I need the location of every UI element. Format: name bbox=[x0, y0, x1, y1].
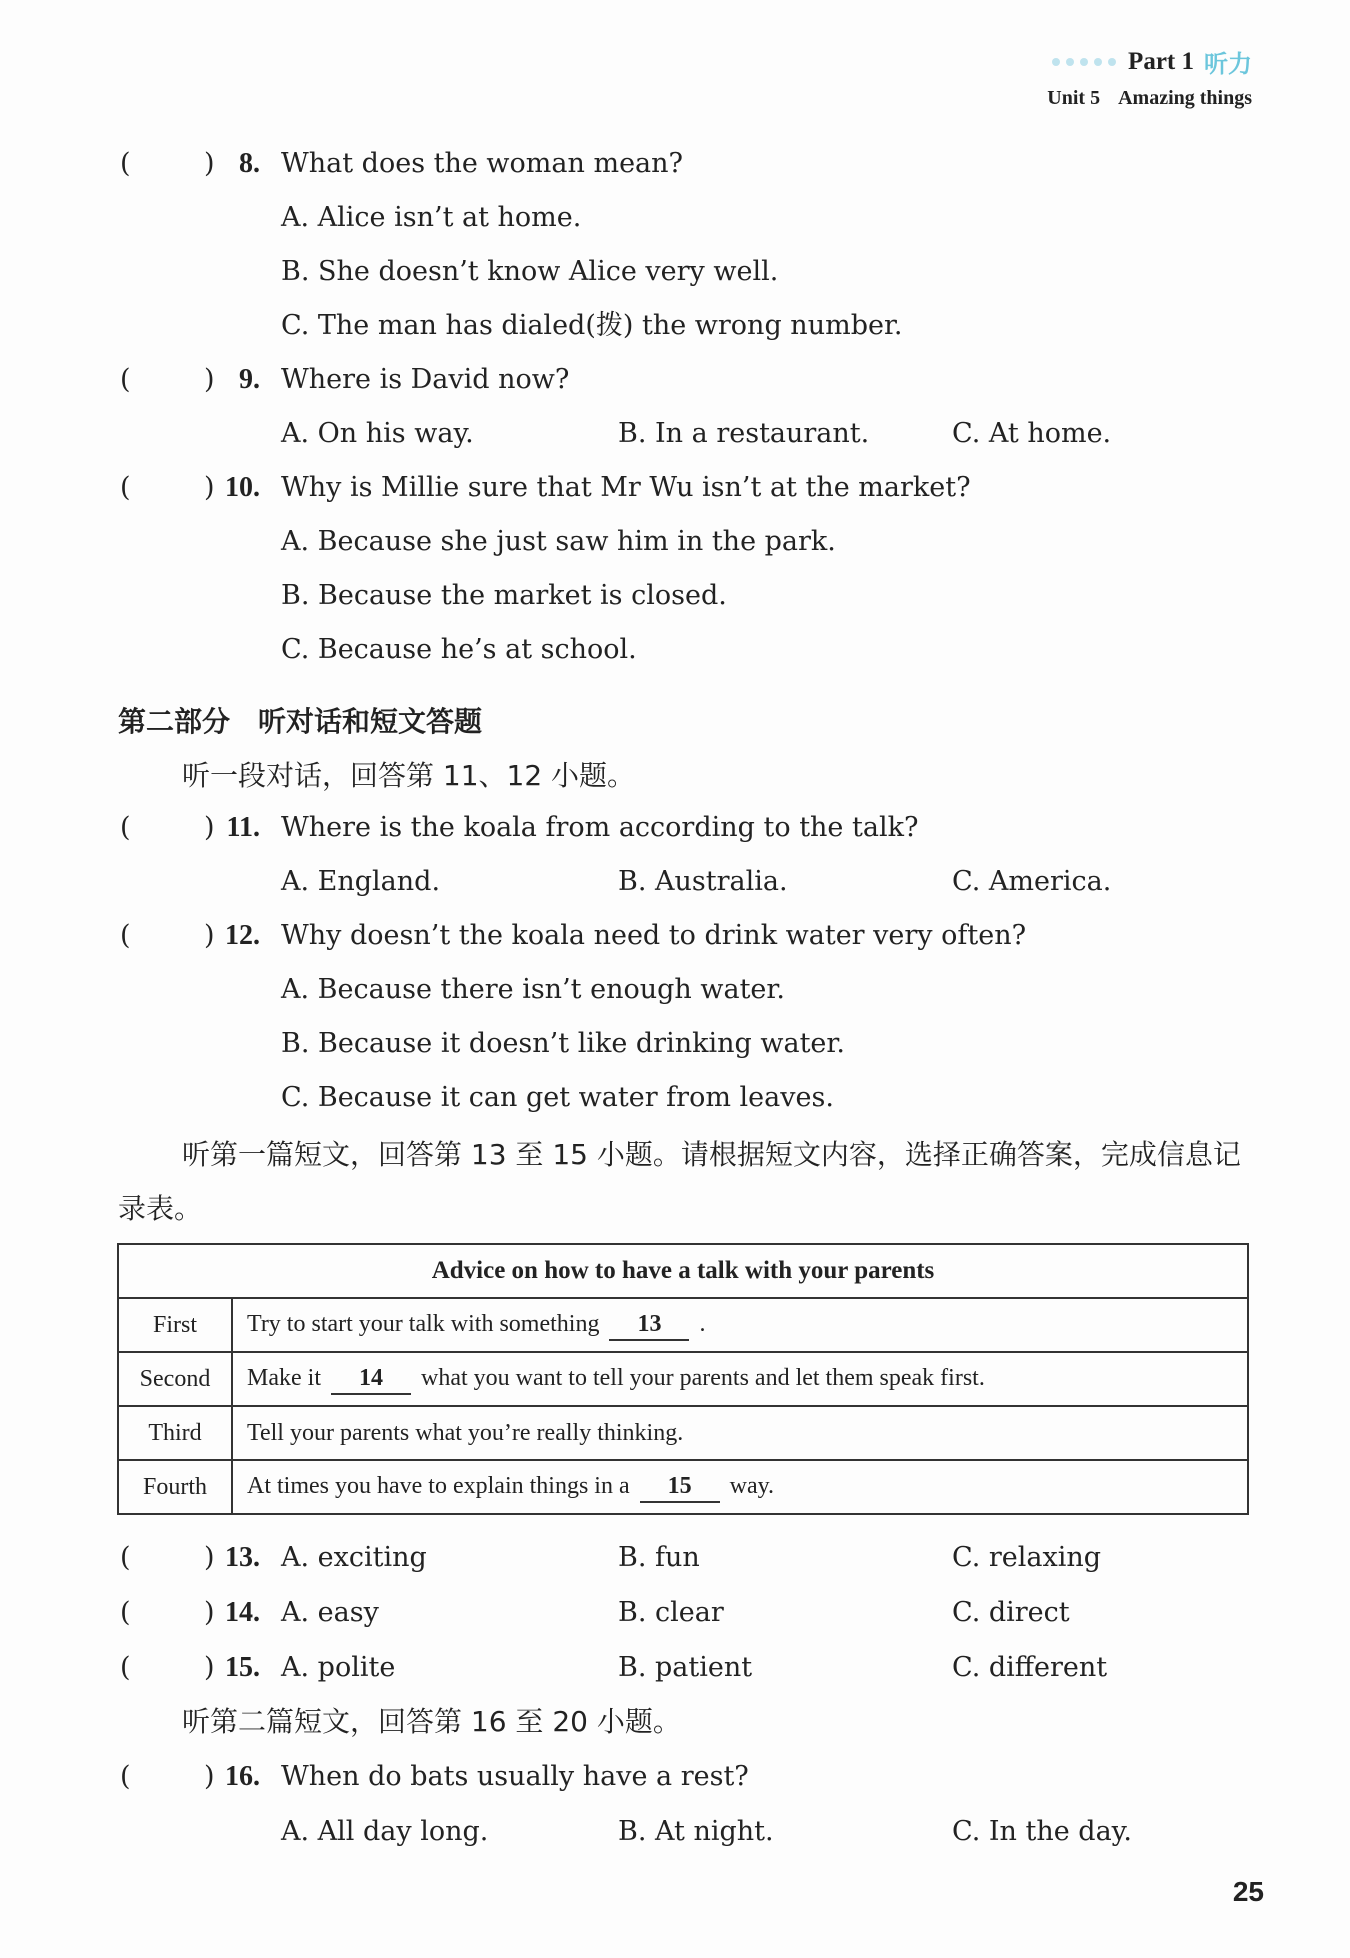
option-c: C. relaxing bbox=[952, 1542, 1102, 1573]
option-b: B. Because the market is closed. bbox=[281, 580, 727, 611]
question-number: 14. bbox=[225, 1597, 260, 1628]
unit-title: Amazing things bbox=[1118, 87, 1252, 109]
answer-paren-left: ( bbox=[120, 812, 131, 843]
row-text-end: what you want to tell your parents and let them speak first. bbox=[420, 1365, 985, 1391]
option-a: A. exciting bbox=[281, 1542, 427, 1573]
row-text-end: way. bbox=[729, 1473, 775, 1499]
table-title: Advice on how to have a talk with your parents bbox=[118, 1244, 1248, 1298]
decorative-dots-icon bbox=[1052, 58, 1116, 66]
option-c: C. At home. bbox=[952, 418, 1112, 449]
row-content: Tell your parents what you’re really thinking. bbox=[232, 1406, 1248, 1460]
answer-paren-right: ) bbox=[204, 1597, 215, 1628]
option-a: A. easy bbox=[281, 1597, 379, 1628]
instruction-dialogue: 听一段对话，回答第 11、12 小题。 bbox=[182, 759, 636, 792]
question-text: Where is the koala from according to the talk? bbox=[281, 812, 919, 843]
row-content bbox=[232, 1298, 1248, 1352]
option-b: B. Because it doesn’t like drinking water. bbox=[281, 1028, 845, 1059]
question-number: 10. bbox=[225, 472, 260, 503]
instruction-passage-2: 听第二篇短文，回答第 16 至 20 小题。 bbox=[182, 1705, 681, 1738]
row-content bbox=[232, 1460, 1248, 1514]
section-heading: 第二部分 听对话和短文答题 bbox=[118, 705, 483, 738]
blank-13: 13 bbox=[609, 1309, 689, 1341]
option-a: A. On his way. bbox=[281, 418, 474, 449]
row-label: First bbox=[118, 1298, 232, 1352]
question-number: 15. bbox=[225, 1652, 260, 1683]
option-a: A. All day long. bbox=[281, 1816, 489, 1847]
part-label: Part 1 bbox=[1128, 47, 1194, 75]
question-number: 8. bbox=[239, 148, 260, 179]
option-c: C. Because it can get water from leaves. bbox=[281, 1082, 834, 1113]
question-text: What does the woman mean? bbox=[281, 148, 684, 179]
option-b: B. patient bbox=[618, 1652, 753, 1683]
answer-paren-right: ) bbox=[204, 1761, 215, 1792]
page-header bbox=[1047, 44, 1252, 110]
answer-paren-left: ( bbox=[120, 920, 131, 951]
answer-paren-left: ( bbox=[120, 1597, 131, 1628]
option-a: A. Because there isn’t enough water. bbox=[281, 974, 785, 1005]
question-number: 11. bbox=[226, 812, 260, 843]
option-a: A. England. bbox=[281, 866, 441, 897]
question-number: 13. bbox=[225, 1542, 260, 1573]
option-c: C. America. bbox=[952, 866, 1112, 897]
unit-label: Unit 5 bbox=[1047, 87, 1101, 109]
question-text: When do bats usually have a rest? bbox=[281, 1761, 749, 1792]
option-c: C. different bbox=[952, 1652, 1108, 1683]
answer-paren-right: ) bbox=[204, 920, 215, 951]
answer-paren-left: ( bbox=[120, 1652, 131, 1683]
option-b: B. fun bbox=[618, 1542, 700, 1573]
option-b: B. In a restaurant. bbox=[618, 418, 870, 449]
table-row bbox=[118, 1352, 1248, 1406]
blank-15: 15 bbox=[640, 1471, 720, 1503]
row-label: Fourth bbox=[118, 1460, 232, 1514]
answer-paren-left: ( bbox=[120, 1761, 131, 1792]
page-number: 25 bbox=[1232, 1876, 1264, 1907]
question-number: 9. bbox=[239, 364, 260, 395]
answer-paren-right: ) bbox=[204, 472, 215, 503]
answer-paren-left: ( bbox=[120, 472, 131, 503]
answer-paren-right: ) bbox=[204, 1652, 215, 1683]
answer-paren-left: ( bbox=[120, 148, 131, 179]
option-b: B. Australia. bbox=[618, 866, 788, 897]
answer-paren-left: ( bbox=[120, 1542, 131, 1573]
row-content bbox=[232, 1352, 1248, 1406]
answer-paren-right: ) bbox=[204, 812, 215, 843]
question-text: Why is Millie sure that Mr Wu isn’t at the market? bbox=[281, 472, 971, 503]
option-a: A. Because she just saw him in the park. bbox=[281, 526, 836, 557]
row-text: Make it bbox=[247, 1365, 321, 1391]
instruction-passage-1: 听第一篇短文，回答第 13 至 15 小题。请根据短文内容，选择正确答案，完成信息记录表。 bbox=[118, 1138, 1241, 1225]
answer-paren-right: ) bbox=[204, 1542, 215, 1573]
answer-paren-right: ) bbox=[204, 364, 215, 395]
row-text: Try to start your talk with something bbox=[247, 1311, 600, 1337]
answer-paren-right: ) bbox=[204, 148, 215, 179]
option-b: B. At night. bbox=[618, 1816, 774, 1847]
advice-table bbox=[117, 1243, 1249, 1515]
row-label: Third bbox=[118, 1406, 232, 1460]
question-number: 12. bbox=[225, 920, 260, 951]
option-c: C. Because he’s at school. bbox=[281, 634, 637, 665]
option-b: B. She doesn’t know Alice very well. bbox=[281, 256, 779, 287]
option-a: A. polite bbox=[281, 1652, 396, 1683]
option-c: C. The man has dialed(拨) the wrong number. bbox=[281, 310, 903, 341]
row-text: At times you have to explain things in a bbox=[247, 1473, 630, 1499]
table-row bbox=[118, 1460, 1248, 1514]
row-label: Second bbox=[118, 1352, 232, 1406]
question-text: Where is David now? bbox=[281, 364, 570, 395]
row-text-end: . bbox=[699, 1311, 706, 1337]
blank-14: 14 bbox=[331, 1363, 411, 1395]
section-label-cn: 听力 bbox=[1204, 50, 1252, 78]
option-b: B. clear bbox=[618, 1597, 724, 1628]
option-c: C. In the day. bbox=[952, 1816, 1132, 1847]
question-text: Why doesn’t the koala need to drink water very often? bbox=[281, 920, 1027, 951]
option-a: A. Alice isn’t at home. bbox=[281, 202, 582, 233]
question-number: 16. bbox=[225, 1761, 260, 1792]
table-row bbox=[118, 1298, 1248, 1352]
option-c: C. direct bbox=[952, 1597, 1070, 1628]
answer-paren-left: ( bbox=[120, 364, 131, 395]
table-row bbox=[118, 1406, 1248, 1460]
